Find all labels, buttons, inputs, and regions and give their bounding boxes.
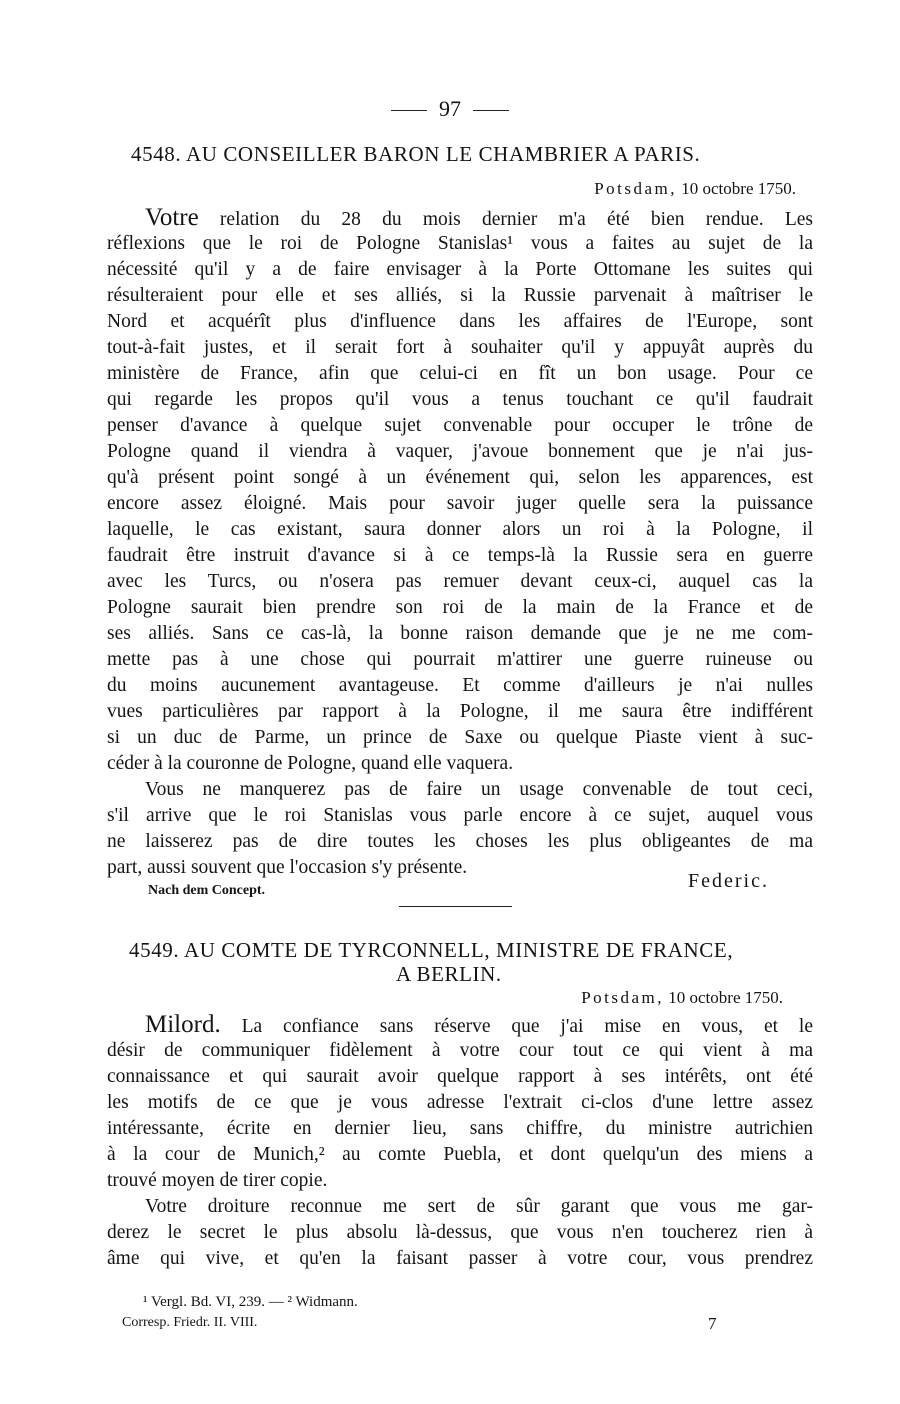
letter2-place: Potsdam, (581, 988, 665, 1007)
letter2-date: 10 octobre 1750. (668, 988, 783, 1007)
text-line: réflexions que le roi de Pologne Stanislas¹ vous a faites au sujet de la (107, 233, 813, 254)
text-line: à la cour de Munich,² au comte Puebla, et dont quelqu'un des miens a (107, 1144, 813, 1165)
text-line: qui regarde les propos qu'il vous a tenus touchant ce qu'il faudrait (107, 389, 813, 410)
footer-source: Corresp. Friedr. II. VIII. (122, 1315, 258, 1330)
text-line: Votre relation du 28 du mois dernier m'a été bien rendue. Les (145, 204, 813, 231)
text-line: derez le secret le plus absolu là-dessus, que vous n'en toucherez rien à (107, 1222, 813, 1243)
text-line: les motifs de ce que je vous adresse l'extrait ci-clos d'une lettre assez (107, 1092, 813, 1113)
letter1-source-note: Nach dem Concept. (148, 883, 266, 898)
text-line: tout-à-fait justes, et il serait fort à souhaiter qu'il y appuyât auprès du (107, 337, 813, 358)
text-line: ses alliés. Sans ce cas-là, la bonne raison demande que je ne me com- (107, 623, 813, 644)
text-line: Pologne saurait bien prendre son roi de la main de la France et de (107, 597, 813, 618)
text-line: avec les Turcs, ou n'osera pas remuer devant ceux-ci, auquel cas la (107, 571, 813, 592)
section-divider (399, 906, 512, 907)
page-number (0, 96, 900, 122)
letter1-heading: 4548. AU CONSEILLER BARON LE CHAMBRIER A PARIS. (131, 142, 701, 166)
text-line: qu'à présent point songé à un événement qui, selon les apparences, est (107, 467, 813, 488)
text-line: nécessité qu'il y a de faire envisager à la Porte Ottomane les suites qui (107, 259, 813, 280)
text-line: Vous ne manquerez pas de faire un usage convenable de tout ceci, (145, 779, 813, 800)
letter2-heading-line2: A BERLIN. (396, 962, 502, 986)
text-line: du moins aucunement avantageuse. Et comme d'ailleurs je n'ai nulles (107, 675, 813, 696)
text-line: Milord. La confiance sans réserve que j'ai mise en vous, et le (145, 1011, 813, 1038)
text-line: ne laisserez pas de dire toutes les choses les plus obligeantes de ma (107, 831, 813, 852)
text-line: laquelle, le cas existant, saura donner alors un roi à la Pologne, il (107, 519, 813, 540)
letter1-signature: Federic. (688, 870, 769, 892)
text-line: intéressante, écrite en dernier lieu, sans chiffre, du ministre autrichien (107, 1118, 813, 1139)
text-line: céder à la couronne de Pologne, quand elle vaquera. (107, 753, 514, 774)
letter1-place: Potsdam, (594, 179, 678, 198)
text-line: désir de communiquer fidèlement à votre cour tout ce qui vient à ma (107, 1040, 813, 1061)
text-line: faudrait être instruit d'avance si à ce temps-là la Russie sera en guerre (107, 545, 813, 566)
text-line: résulteraient pour elle et ses alliés, si la Russie parvenait à maîtriser le (107, 285, 813, 306)
letter1-dateline (594, 179, 796, 199)
text-line: s'il arrive que le roi Stanislas vous parle encore à ce sujet, auquel vous (107, 805, 813, 826)
text-line: trouvé moyen de tirer copie. (107, 1170, 328, 1191)
text-line: Pologne quand il viendra à vaquer, j'avoue bonnement que je n'ai jus- (107, 441, 813, 462)
text-line: Votre droiture reconnue me sert de sûr garant que vous me gar- (145, 1196, 813, 1217)
text-line: si un duc de Parme, un prince de Saxe ou quelque Piaste vient à suc- (107, 727, 813, 748)
text-line: vues particulières par rapport à la Pologne, il me saura être indifférent (107, 701, 813, 722)
page-number-value: 97 (439, 96, 461, 121)
text-line: connaissance et qui saurait avoir quelque rapport à ses intérêts, ont été (107, 1066, 813, 1087)
letter1-date: 10 octobre 1750. (681, 179, 796, 198)
text-line: âme qui vive, et qu'en la faisant passer à votre cour, vous prendrez (107, 1248, 813, 1269)
page-number-dash-right (473, 110, 509, 111)
footer-sheet-number: 7 (708, 1314, 717, 1333)
text-line: mette pas à une chose qui pourrait m'attirer une guerre ruineuse ou (107, 649, 813, 670)
text-line: Nord et acquérît plus d'influence dans les affaires de l'Europe, sont (107, 311, 813, 332)
text-line: encore assez éloigné. Mais pour savoir juger quelle sera la puissance (107, 493, 813, 514)
opening-word: Milord. (145, 1011, 221, 1038)
opening-word: Votre (145, 204, 199, 231)
letter2-dateline (581, 988, 783, 1008)
footnotes: ¹ Vergl. Bd. VI, 239. — ² Widmann. (143, 1294, 358, 1310)
text-line: part, aussi souvent que l'occasion s'y présente. (107, 857, 468, 878)
text-line: penser d'avance à quelque sujet convenable pour occuper le trône de (107, 415, 813, 436)
page-number-dash-left (391, 110, 427, 111)
letter2-heading-line1: 4549. AU COMTE DE TYRCONNELL, MINISTRE DE FRANCE, (129, 938, 734, 962)
text-line: ministère de France, afin que celui-ci en fît un bon usage. Pour ce (107, 363, 813, 384)
